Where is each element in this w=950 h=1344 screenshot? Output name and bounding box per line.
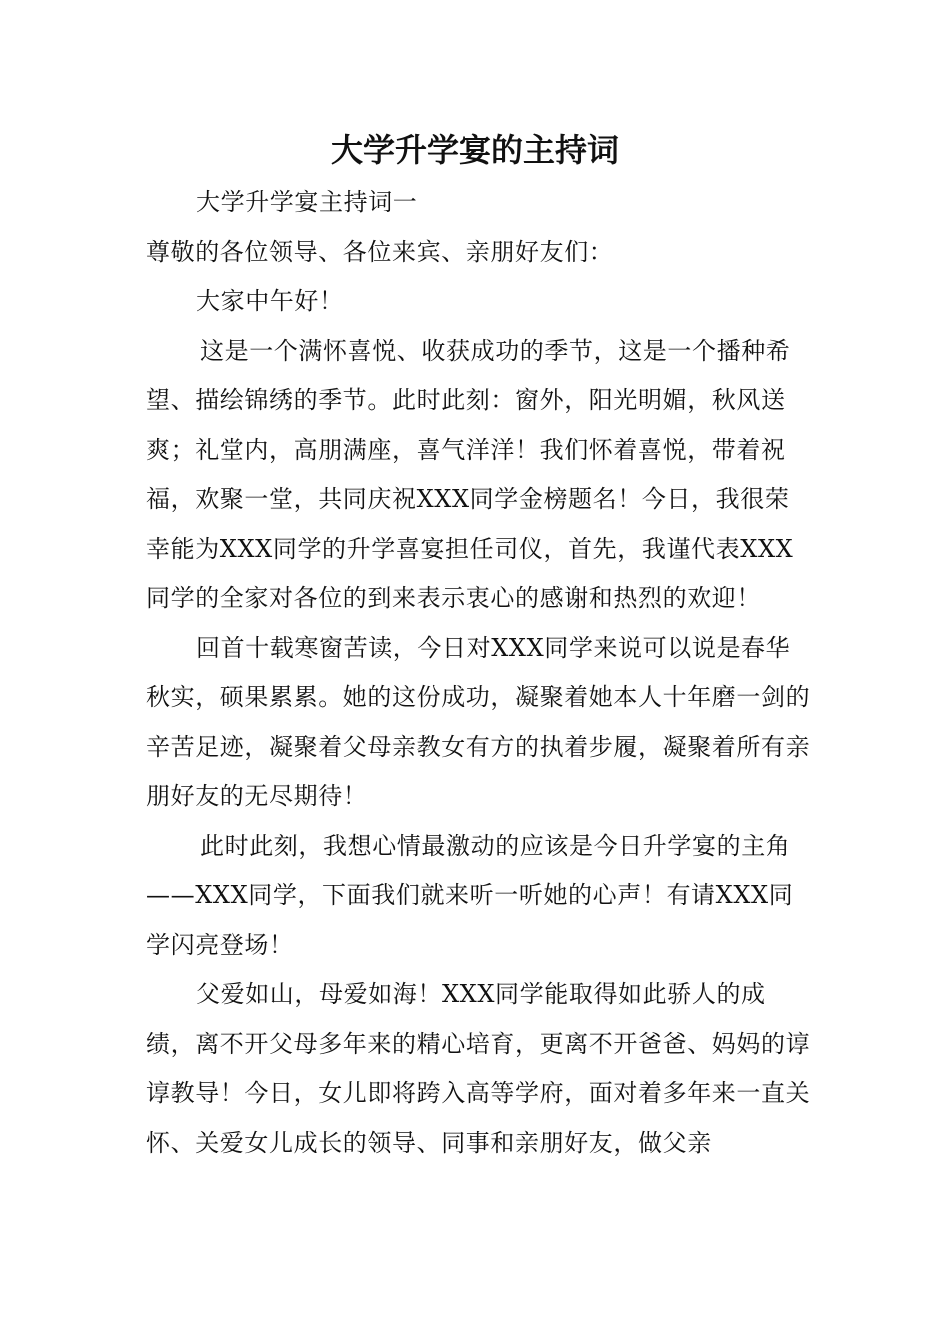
paragraph: 回首十载寒窗苦读，今日对XXX同学来说可以说是春华秋实，硕果累累。她的这份成功，凝聚着她本人十年磨一剑的辛苦足迹，凝聚着父母亲教女有方的执着步履，凝聚着所有亲朋好友的无尽期待！	[146, 633, 811, 810]
document-title: 大学升学宴的主持词	[330, 131, 619, 169]
paragraph: 父爱如山，母爱如海！XXX同学能取得如此骄人的成绩，离不开父母多年来的精心培育，更离不开爸爸、妈妈的谆谆教导！今日，女儿即将跨入高等学府，面对着多年来一直关怀、关爱女儿成长的领导、同事和亲朋好友，做父亲	[146, 980, 811, 1157]
greeting: 大家中午好！	[196, 287, 344, 315]
document-body	[146, 178, 814, 1168]
paragraph: 此时此刻，我想心情最激动的应该是今日升学宴的主角——XXX同学，下面我们就来听一听她的心声！有请XXX同学闪亮登场！	[146, 831, 794, 959]
salutation: 尊敬的各位领导、各位来宾、亲朋好友们：	[146, 237, 614, 266]
section-heading: 大学升学宴主持词一	[196, 188, 418, 216]
paragraph: 这是一个满怀喜悦、收获成功的季节，这是一个播种希望、描绘锦绣的季节。此时此刻：窗外，阳光明媚，秋风送爽；礼堂内，高朋满座，喜气洋洋！我们怀着喜悦，带着祝福，欢聚一堂，共同庆祝XXX同学金榜题名！今日，我很荣幸能为XXX同学的升学喜宴担任司仪，首先，我谨代表XXX同学的全家对各位的到来表示衷心的感谢和热烈的欢迎！	[146, 336, 794, 612]
